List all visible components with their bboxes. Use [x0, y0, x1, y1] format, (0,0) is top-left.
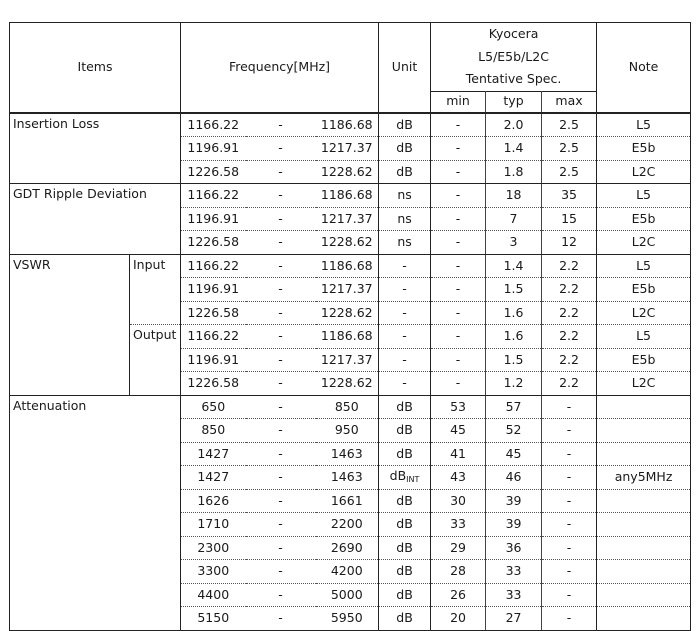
freq-stop: 1217.37: [316, 207, 379, 231]
max-value: -: [542, 536, 597, 560]
note-value: E5b: [597, 207, 691, 231]
note-value: E5b: [597, 137, 691, 161]
note-value: L5: [597, 113, 691, 137]
unit-subscript: INT: [406, 475, 420, 485]
max-value: -: [542, 583, 597, 607]
typ-value: 52: [486, 419, 542, 443]
note-value: E5b: [597, 348, 691, 372]
typ-value: 1.5: [486, 348, 542, 372]
note-value: L5: [597, 325, 691, 349]
min-value: 45: [431, 419, 486, 443]
freq-stop: 1228.62: [316, 301, 379, 325]
min-value: -: [431, 184, 486, 208]
min-value: 41: [431, 442, 486, 466]
note-value: [597, 583, 691, 607]
freq-start: 1226.58: [181, 301, 246, 325]
typ-value: 57: [486, 395, 542, 419]
typ-value: 33: [486, 583, 542, 607]
min-value: 43: [431, 466, 486, 490]
freq-dash: -: [246, 419, 316, 443]
gdt-ripple-label: GDT Ripple Deviation: [10, 184, 181, 255]
insertion-loss-label: Insertion Loss: [10, 113, 181, 184]
freq-start: 1196.91: [181, 137, 246, 161]
unit-header: Unit: [379, 23, 431, 113]
unit-cell: dB: [379, 513, 431, 537]
min-value: -: [431, 278, 486, 302]
unit-cell: ns: [379, 231, 431, 255]
min-header: min: [431, 91, 486, 113]
max-value: -: [542, 442, 597, 466]
typ-value: 1.5: [486, 278, 542, 302]
note-header: Note: [597, 23, 691, 113]
freq-start: 1166.22: [181, 325, 246, 349]
freq-dash: -: [246, 372, 316, 396]
unit-cell: dB: [379, 583, 431, 607]
max-value: 12: [542, 231, 597, 255]
freq-stop: 1463: [316, 442, 379, 466]
freq-stop: 1661: [316, 489, 379, 513]
max-value: -: [542, 395, 597, 419]
unit-cell: ns: [379, 184, 431, 208]
freq-start: 1226.58: [181, 160, 246, 184]
typ-value: 1.6: [486, 301, 542, 325]
frequency-header: Frequency[MHz]: [181, 23, 379, 113]
unit-cell: -: [379, 278, 431, 302]
max-value: 2.2: [542, 254, 597, 278]
freq-start: 650: [181, 395, 246, 419]
min-value: 53: [431, 395, 486, 419]
max-value: 2.2: [542, 278, 597, 302]
min-value: -: [431, 231, 486, 255]
freq-dash: -: [246, 184, 316, 208]
max-value: 2.2: [542, 348, 597, 372]
unit-cell: -: [379, 372, 431, 396]
note-value: [597, 395, 691, 419]
note-value: [597, 513, 691, 537]
freq-dash: -: [246, 325, 316, 349]
note-value: L2C: [597, 160, 691, 184]
typ-value: 39: [486, 513, 542, 537]
unit-cell: -: [379, 325, 431, 349]
freq-dash: -: [246, 278, 316, 302]
max-value: 2.2: [542, 372, 597, 396]
min-value: 28: [431, 560, 486, 584]
min-value: -: [431, 325, 486, 349]
typ-value: 39: [486, 489, 542, 513]
freq-stop: 850: [316, 395, 379, 419]
freq-stop: 1217.37: [316, 278, 379, 302]
freq-dash: -: [246, 583, 316, 607]
unit-cell: dB: [379, 560, 431, 584]
max-value: 15: [542, 207, 597, 231]
typ-value: 45: [486, 442, 542, 466]
freq-stop: 4200: [316, 560, 379, 584]
freq-stop: 1186.68: [316, 325, 379, 349]
attenuation-label: Attenuation: [10, 395, 181, 630]
min-value: -: [431, 254, 486, 278]
typ-value: 3: [486, 231, 542, 255]
min-value: -: [431, 301, 486, 325]
typ-value: 1.4: [486, 254, 542, 278]
unit-cell: -: [379, 301, 431, 325]
typ-value: 7: [486, 207, 542, 231]
freq-stop: 1228.62: [316, 160, 379, 184]
unit-cell: [379, 466, 431, 490]
unit-cell: dB: [379, 536, 431, 560]
freq-start: 1427: [181, 466, 246, 490]
vswr-label: VSWR: [10, 254, 130, 395]
unit-cell: ns: [379, 207, 431, 231]
freq-dash: -: [246, 160, 316, 184]
freq-start: 3300: [181, 560, 246, 584]
note-value: L2C: [597, 301, 691, 325]
freq-dash: -: [246, 395, 316, 419]
freq-dash: -: [246, 513, 316, 537]
freq-dash: -: [246, 207, 316, 231]
max-value: -: [542, 513, 597, 537]
freq-start: 1196.91: [181, 278, 246, 302]
freq-dash: -: [246, 113, 316, 137]
freq-start: 1196.91: [181, 348, 246, 372]
note-value: L5: [597, 254, 691, 278]
note-value: [597, 442, 691, 466]
note-value: [597, 419, 691, 443]
unit-cell: dB: [379, 160, 431, 184]
typ-value: 1.8: [486, 160, 542, 184]
typ-header: typ: [486, 91, 542, 113]
freq-stop: 950: [316, 419, 379, 443]
freq-start: 1226.58: [181, 231, 246, 255]
freq-start: 1226.58: [181, 372, 246, 396]
typ-value: 33: [486, 560, 542, 584]
max-value: -: [542, 466, 597, 490]
max-value: 2.5: [542, 113, 597, 137]
freq-stop: 1463: [316, 466, 379, 490]
freq-stop: 1186.68: [316, 254, 379, 278]
note-value: L5: [597, 184, 691, 208]
freq-dash: -: [246, 137, 316, 161]
typ-value: 27: [486, 607, 542, 631]
note-value: [597, 489, 691, 513]
typ-value: 46: [486, 466, 542, 490]
min-value: -: [431, 348, 486, 372]
spec-header-line3: Tentative Spec.: [431, 68, 597, 91]
spec-header-line1: Kyocera: [431, 23, 597, 46]
note-value: [597, 560, 691, 584]
freq-start: 1196.91: [181, 207, 246, 231]
min-value: -: [431, 137, 486, 161]
table-row: [10, 254, 691, 278]
freq-start: 1166.22: [181, 254, 246, 278]
freq-start: 1166.22: [181, 184, 246, 208]
spec-header-line2: L5/E5b/L2C: [431, 46, 597, 69]
typ-value: 1.4: [486, 137, 542, 161]
note-value: any5MHz: [597, 466, 691, 490]
max-value: -: [542, 419, 597, 443]
note-value: L2C: [597, 372, 691, 396]
freq-dash: -: [246, 231, 316, 255]
items-header: Items: [10, 23, 181, 113]
freq-stop: 2690: [316, 536, 379, 560]
freq-start: 1626: [181, 489, 246, 513]
min-value: 26: [431, 583, 486, 607]
max-value: 35: [542, 184, 597, 208]
freq-start: 1427: [181, 442, 246, 466]
unit-cell: -: [379, 254, 431, 278]
unit-cell: dB: [379, 419, 431, 443]
freq-start: 2300: [181, 536, 246, 560]
min-value: 29: [431, 536, 486, 560]
unit-cell: dB: [379, 395, 431, 419]
freq-start: 850: [181, 419, 246, 443]
note-value: [597, 536, 691, 560]
note-value: [597, 607, 691, 631]
unit-cell: -: [379, 348, 431, 372]
max-value: -: [542, 489, 597, 513]
typ-value: 18: [486, 184, 542, 208]
min-value: -: [431, 372, 486, 396]
max-value: -: [542, 607, 597, 631]
note-value: E5b: [597, 278, 691, 302]
unit-cell: dB: [379, 113, 431, 137]
note-value: L2C: [597, 231, 691, 255]
freq-stop: 1228.62: [316, 372, 379, 396]
unit-text: dB: [389, 468, 407, 484]
min-value: 33: [431, 513, 486, 537]
freq-dash: -: [246, 536, 316, 560]
unit-cell: dB: [379, 137, 431, 161]
typ-value: 1.6: [486, 325, 542, 349]
min-value: -: [431, 160, 486, 184]
freq-dash: -: [246, 301, 316, 325]
typ-value: 2.0: [486, 113, 542, 137]
table-row: [10, 184, 691, 208]
freq-stop: 1217.37: [316, 348, 379, 372]
vswr-input-label: Input: [130, 254, 181, 325]
unit-cell: dB: [379, 489, 431, 513]
freq-stop: 5000: [316, 583, 379, 607]
unit-cell: dB: [379, 607, 431, 631]
max-value: 2.2: [542, 325, 597, 349]
freq-dash: -: [246, 466, 316, 490]
max-value: -: [542, 560, 597, 584]
freq-start: 4400: [181, 583, 246, 607]
max-value: 2.5: [542, 137, 597, 161]
freq-start: 5150: [181, 607, 246, 631]
freq-start: 1166.22: [181, 113, 246, 137]
freq-stop: 5950: [316, 607, 379, 631]
min-value: -: [431, 113, 486, 137]
freq-dash: -: [246, 442, 316, 466]
min-value: 30: [431, 489, 486, 513]
max-value: 2.5: [542, 160, 597, 184]
spec-table: [9, 22, 691, 631]
freq-dash: -: [246, 489, 316, 513]
freq-dash: -: [246, 254, 316, 278]
freq-stop: 1186.68: [316, 113, 379, 137]
typ-value: 36: [486, 536, 542, 560]
max-value: 2.2: [542, 301, 597, 325]
table-row: [10, 113, 691, 137]
unit-cell: dB: [379, 442, 431, 466]
freq-start: 1710: [181, 513, 246, 537]
max-header: max: [542, 91, 597, 113]
min-value: 20: [431, 607, 486, 631]
freq-dash: -: [246, 607, 316, 631]
freq-stop: 1186.68: [316, 184, 379, 208]
freq-stop: 1217.37: [316, 137, 379, 161]
freq-dash: -: [246, 560, 316, 584]
freq-dash: -: [246, 348, 316, 372]
vswr-output-label: Output: [130, 325, 181, 396]
freq-stop: 1228.62: [316, 231, 379, 255]
table-row: [10, 395, 691, 419]
freq-stop: 2200: [316, 513, 379, 537]
typ-value: 1.2: [486, 372, 542, 396]
min-value: -: [431, 207, 486, 231]
